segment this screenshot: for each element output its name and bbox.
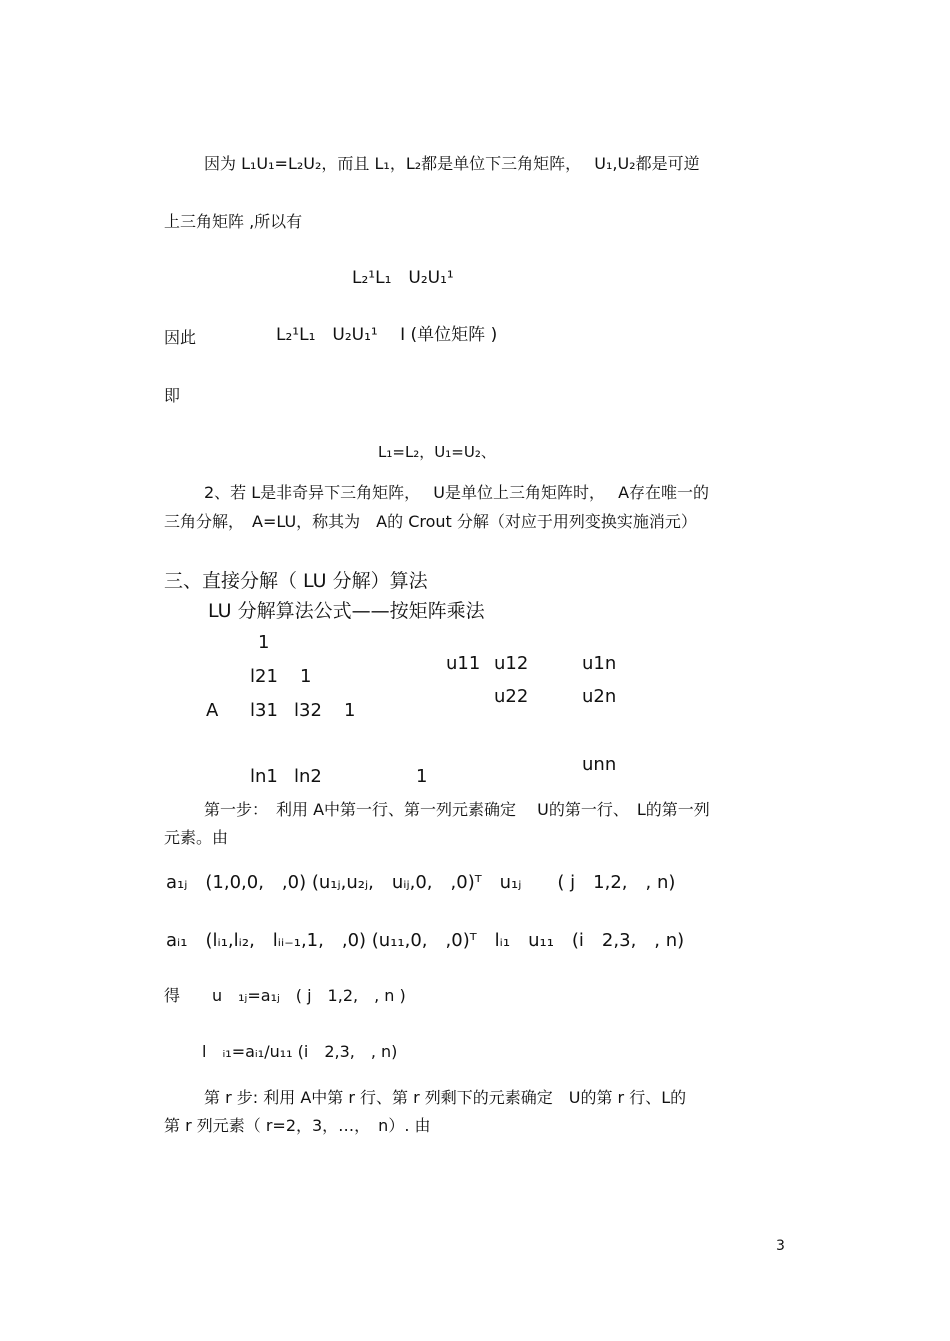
matrix-l-cell: l32 [294, 700, 322, 721]
matrix-A-label: A [206, 700, 219, 721]
paragraph-2b: 三角分解， A=LU，称其为 A的 Crout 分解（对应于用列变换实施消元） [164, 512, 697, 531]
step-2b: 第 r 列元素（ r=2，3，…， n）. 由 [164, 1116, 431, 1135]
paragraph-2a: 2、若 L是非奇异下三角矩阵， U是单位上三角矩阵时， A存在唯一的 [204, 483, 710, 502]
subsection-heading: LU 分解算法公式——按矩阵乘法 [208, 600, 485, 622]
step-1a: 第一步： 利用 A中第一行、第一列元素确定 U的第一行、 L的第一列 [204, 800, 710, 819]
formula-4: l ᵢ₁=aᵢ₁/u₁₁ (i 2,3, , n) [202, 1042, 398, 1061]
formula-2: aᵢ₁ (lᵢ₁,lᵢ₂, lᵢᵢ₋₁,1, ,0) (u₁₁,0, ,0)ᵀ lᵢ₁ u₁₁ (i 2,3, , n) [166, 930, 685, 951]
matrix-l-cell: 1 [344, 700, 356, 721]
step-2a: 第 r 步: 利用 A中第 r 行、第 r 列剩下的元素确定 U的第 r 行、L的 [204, 1088, 687, 1107]
equation-1: L₂¹L₁ U₂U₁¹ [352, 268, 454, 288]
label-ji: 即 [164, 386, 181, 405]
matrix-u-cell: u22 [494, 686, 529, 707]
matrix-u-cell: u12 [494, 653, 529, 674]
matrix-u-cell: u2n [582, 686, 617, 707]
matrix-l-cell: 1 [258, 632, 270, 653]
matrix-l-cell: 1 [416, 766, 428, 787]
paragraph-1: 因为 L₁U₁=L₂U₂，而且 L₁，L₂都是单位下三角矩阵， U₁,U₂都是可逆 [204, 154, 700, 173]
page-number: 3 [776, 1238, 785, 1254]
section-heading: 三、直接分解（ LU 分解）算法 [164, 570, 428, 592]
matrix-l-cell: l21 [250, 666, 278, 687]
matrix-u-cell: unn [582, 754, 617, 775]
matrix-l-cell: l31 [250, 700, 278, 721]
matrix-u-cell: u11 [446, 653, 481, 674]
matrix-l-cell: ln2 [294, 766, 322, 787]
formula-1: a₁ⱼ (1,0,0, ,0) (u₁ⱼ,u₂ⱼ, uᵢⱼ,0, ,0)ᵀ u₁ⱼ ( j 1,2, , n) [166, 872, 676, 893]
matrix-l-cell: 1 [300, 666, 312, 687]
matrix-u-cell: u1n [582, 653, 617, 674]
formula-3: u ₁ⱼ=a₁ⱼ ( j 1,2, , n ) [212, 986, 406, 1005]
paragraph-1b: 上三角矩阵 ,所以有 [164, 212, 303, 231]
matrix-l-cell: ln1 [250, 766, 278, 787]
label-de: 得 [164, 986, 181, 1005]
equation-2: L₂¹L₁ U₂U₁¹ I (单位矩阵 ) [276, 325, 498, 345]
label-yinci: 因此 [164, 328, 197, 347]
step-1b: 元素。由 [164, 828, 229, 847]
equation-3: L₁=L₂，U₁=U₂、 [378, 443, 496, 461]
